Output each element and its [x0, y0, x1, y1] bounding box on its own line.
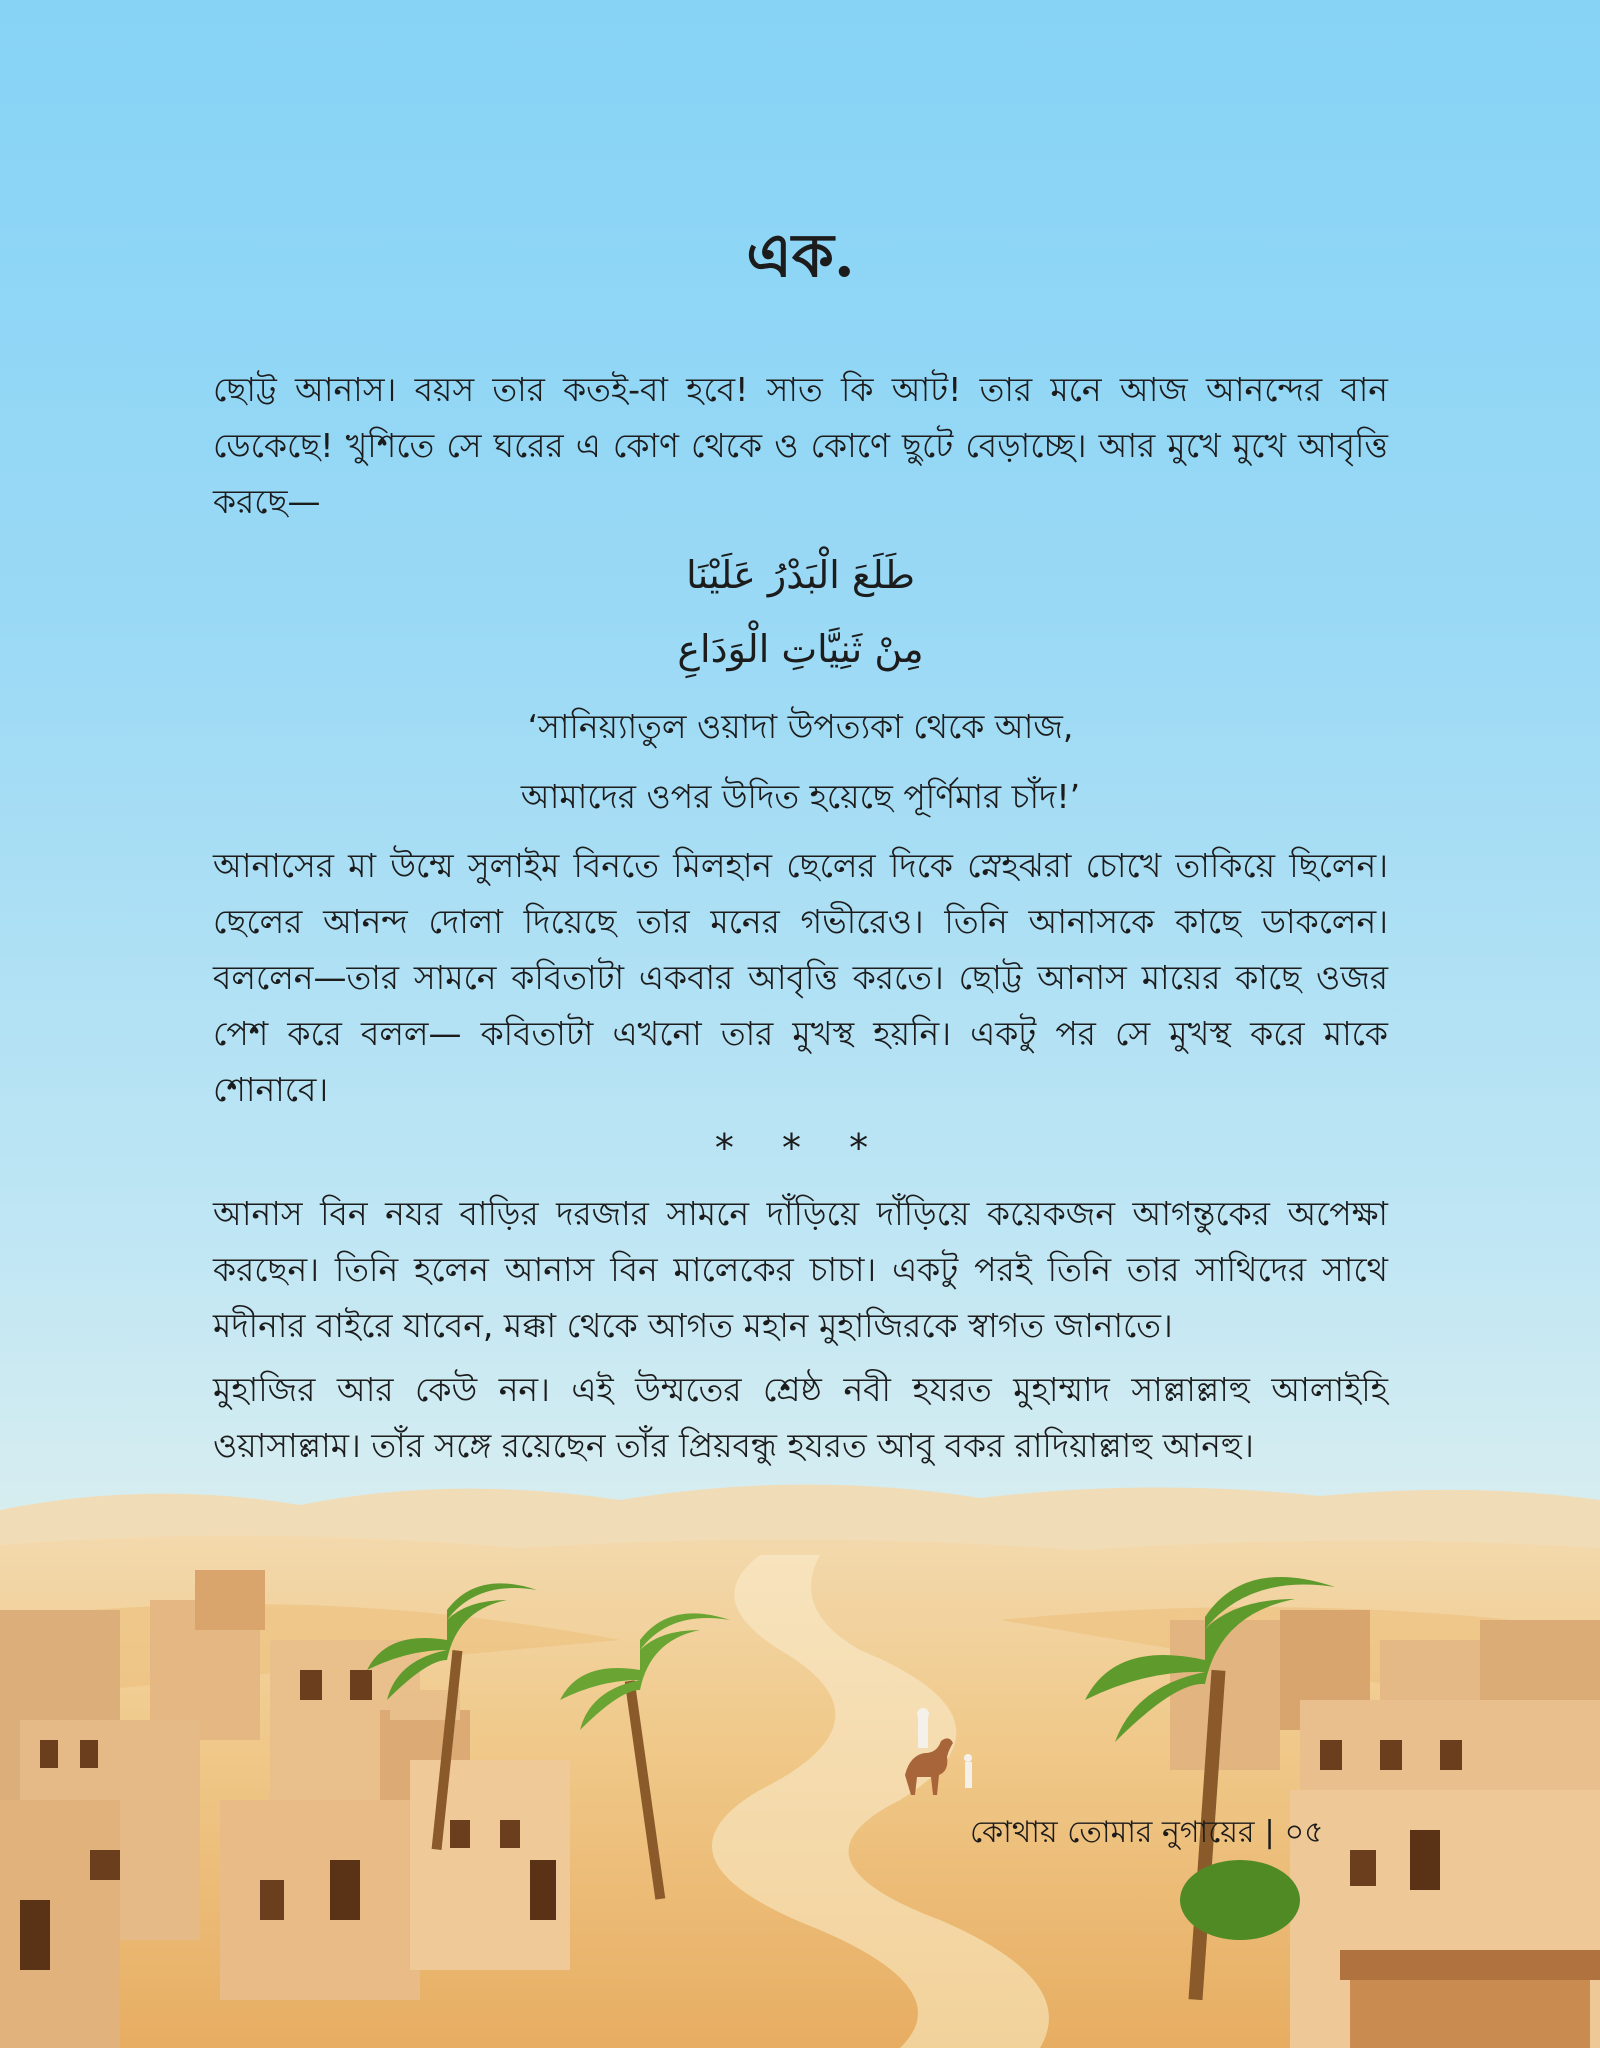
paragraph-mother: আনাসের মা উম্মে সুলাইম বিনতে মিলহান ছেলের দিকে স্নেহঝরা চোখে তাকিয়ে ছিলেন। ছেলের আনন্দ দোলা দিয়েছে তার মনের গভীরেও। তিনি আনাসকে কাছে ডাকলেন। বললেন—তার সামনে কবিতাটা একবার আবৃত্তি করতে। ছোট্ট আনাস মায়ের কাছে ওজর পেশ করে বলল— কবিতাটা এখনো তার মুখস্থ হয়নি। একটু পর সে মুখস্থ করে মাকে শোনাবে। [213, 846, 1388, 1109]
chapter-title: এক. [746, 221, 855, 291]
footer-divider: | [1264, 1815, 1275, 1850]
verse-translation [213, 692, 1388, 832]
paragraph-intro: ছোট্ট আনাস। বয়স তার কতই-বা হবে! সাত কি আট! তার মনে আজ আনন্দের বান ডেকেছে! খুশিতে সে ঘরের এ কোণ থেকে ও কোণে ছুটে বেড়াচ্ছে। আর মুখে মুখে আবৃত্তি করছে— [213, 370, 1388, 521]
page-number: ০৫ [1284, 1815, 1324, 1850]
section-separator: * * * [714, 1126, 887, 1170]
arabic-verse-line-2: مِنْ ثَنِيَّاتِ الْوَدَاعِ [677, 627, 924, 671]
paragraph-uncle: আনাস বিন নযর বাড়ির দরজার সামনে দাঁড়িয়ে দাঁড়িয়ে কয়েকজন আগন্তুকের অপেক্ষা করছেন। তিনি হলেন আনাস বিন মালেকের চাচা। একটু পরই তিনি তার সাথিদের সাথে মদীনার বাইরে যাবেন, মক্কা থেকে আগত মহান মুহাজিরকে স্বাগত জানাতে। [213, 1194, 1388, 1345]
arabic-verse-line-1: طَلَعَ الْبَدْرُ عَلَيْنَا [686, 553, 915, 597]
page-footer [970, 1808, 1324, 1859]
book-title: কোথায় তোমার নুগায়ের [970, 1815, 1255, 1850]
translation-line-1: ‘সানিয়্যাতুল ওয়াদা উপত্যকা থেকে আজ, [527, 707, 1074, 746]
translation-line-2: আমাদের ওপর উদিত হয়েছে পূর্ণিমার চাঁদ!’ [520, 777, 1081, 816]
paragraph-muhajir: মুহাজির আর কেউ নন। এই উম্মতের শ্রেষ্ঠ নবী হযরত মুহাম্মাদ সাল্লাল্লাহু আলাইহি ওয়াসাল্লাম। তাঁর সঙ্গে রয়েছেন তাঁর প্রিয়বন্ধু হযরত আবু বকর রাদিয়াল্লাহু আনহু। [213, 1370, 1388, 1465]
chapter-text [213, 210, 1388, 1482]
